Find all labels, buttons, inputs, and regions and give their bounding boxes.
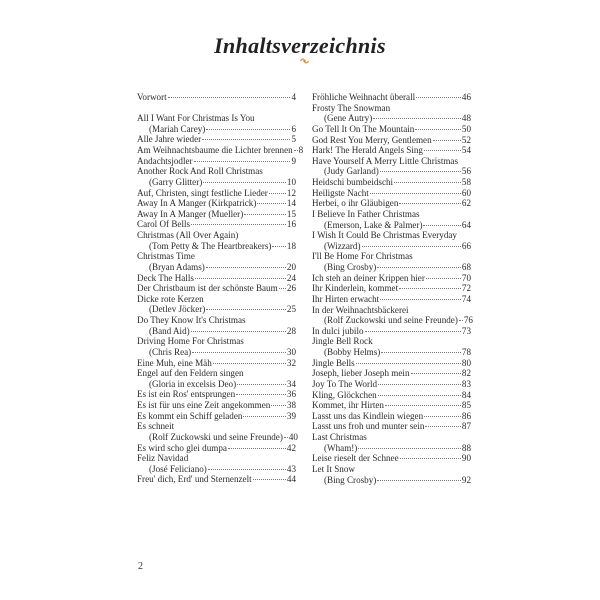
toc-entry-title: Es ist für uns eine Zeit angekommen (137, 400, 271, 411)
toc-entry-title: Leise rieselt der Schnee (312, 453, 399, 464)
toc-entry-page: 4 (291, 92, 296, 102)
toc-entry-title: (Mariah Carey) (149, 123, 206, 134)
toc-entry-page: 56 (461, 166, 471, 177)
dot-leader (373, 118, 461, 119)
toc-entry-title: (Emerson, Lake & Palmer) (324, 219, 423, 230)
toc-entry-page: 42 (286, 442, 296, 453)
toc-entry-page: 87 (461, 421, 471, 432)
dot-leader (426, 278, 461, 279)
toc-entry-title: Herbei, o ihr Gläubigen (312, 198, 399, 209)
toc-entry-artist (312, 220, 471, 231)
toc-entry-title: (Detlev Jöcker) (149, 304, 206, 315)
toc-entry-title: Christmas Time (137, 251, 195, 262)
toc-right-column (312, 92, 471, 485)
dot-leader (244, 214, 286, 215)
toc-entry-title: Lasst uns froh und munter sein (312, 421, 425, 432)
dot-leader (385, 405, 461, 406)
toc-entry-page: 18 (286, 240, 296, 251)
toc-entry-title: (Wham!) (324, 442, 358, 453)
toc-entry (137, 166, 296, 177)
toc-entry (137, 92, 296, 103)
toc-entry (137, 443, 296, 454)
toc-entry-title: (José Feliciano) (149, 463, 207, 474)
toc-entry (312, 453, 471, 464)
toc-entry-artist (312, 315, 471, 326)
toc-entry-page: 74 (461, 293, 471, 304)
dot-leader (415, 129, 461, 130)
toc-entry (312, 283, 471, 294)
toc-entry (312, 379, 471, 390)
toc-entry-title: Kling, Glöckchen (312, 389, 377, 400)
toc-entry-title: Engel auf den Feldern singen (137, 368, 244, 379)
toc-entry (137, 400, 296, 411)
toc-entry-title: I Wish It Could Be Christmas Everyday (312, 230, 457, 241)
toc-entry (137, 188, 296, 199)
dot-leader (358, 448, 461, 449)
toc-entry-title: Carol Of Bells (137, 219, 191, 230)
toc-entry-title: (Gene Autry) (324, 113, 373, 124)
toc-entry-page: 88 (461, 442, 471, 453)
toc-entry-title: (Band Aid) (149, 325, 190, 336)
toc-entry-title: Eine Muh, eine Mäh (137, 357, 212, 368)
toc-entry-page: 46 (461, 92, 471, 102)
toc-entry-title: I'll Be Home For Christmas (312, 251, 413, 262)
dot-leader (237, 384, 286, 385)
toc-entry (312, 251, 471, 262)
dot-leader (191, 331, 286, 332)
toc-entry-artist (137, 241, 296, 252)
toc-entry-title: Let It Snow (312, 463, 355, 474)
toc-entry-page: 60 (461, 187, 471, 198)
dot-leader (380, 299, 461, 300)
toc-entry-title: Hark! The Herald Angels Sing (312, 145, 423, 156)
toc-entry-title: Es schneit (137, 421, 175, 432)
toc-entry (137, 198, 296, 209)
toc-entry-page: 78 (461, 347, 471, 357)
dot-leader (411, 373, 461, 374)
toc-entry-page: 15 (286, 208, 296, 219)
toc-entry-page: 92 (461, 474, 471, 485)
toc-left-column (137, 92, 304, 485)
toc-entry-title: Feliz Navidad (137, 453, 189, 464)
toc-entry-artist (137, 177, 296, 188)
dot-leader (202, 139, 290, 140)
toc-entry (137, 453, 296, 464)
toc-entry-title: Fröhliche Weihnacht überall (312, 92, 416, 102)
toc-entry-artist (312, 166, 471, 177)
toc-entry-page: 8 (298, 145, 304, 156)
dot-leader (284, 437, 288, 438)
toc-entry (137, 368, 296, 379)
dot-leader (192, 352, 286, 353)
toc-entry-title: Frosty The Snowman (312, 102, 391, 113)
toc-entry-page: 68 (461, 262, 471, 272)
dot-leader (356, 363, 461, 364)
toc-entry-title: Dicke rote Kerzen (137, 293, 204, 304)
toc-entry (137, 273, 296, 284)
toc-entry-title: Deck The Halls (137, 272, 194, 283)
toc-entry-page: 28 (286, 325, 296, 336)
toc-entry (137, 421, 296, 432)
toc-entry-title: (Garry Glitter) (149, 176, 203, 187)
toc-entry-title: (Bing Crosby) (324, 474, 377, 485)
dot-leader (269, 193, 286, 194)
toc-entry-title: (Bobby Helms) (324, 347, 381, 357)
toc-entry-title: Away In A Manger (Kirkpatrick) (137, 198, 257, 209)
toc-entry-page: 50 (461, 123, 471, 134)
toc-entry-title: In der Weihnachtsbäckerei (312, 304, 409, 315)
toc-entry (312, 400, 471, 411)
dot-leader (208, 469, 286, 470)
dot-leader (271, 405, 286, 406)
toc-entry (312, 230, 471, 241)
toc-entry (312, 145, 471, 156)
toc-entry (312, 135, 471, 146)
toc-entry-title: Have Yourself A Merry Little Christmas (312, 155, 458, 166)
toc-entry-page: 25 (286, 304, 296, 315)
dot-leader (377, 480, 461, 481)
toc-entry (137, 336, 296, 347)
dot-leader (424, 150, 461, 151)
dot-leader (380, 171, 461, 172)
toc-entry-page: 34 (286, 378, 296, 389)
dot-leader (399, 203, 461, 204)
toc-entry-title: Joy To The World (312, 378, 378, 389)
toc-entry-page: 10 (286, 176, 296, 187)
dot-leader (370, 193, 461, 194)
toc-entry-artist (137, 464, 296, 475)
toc-entry-artist (137, 379, 296, 390)
toc-entry-title: Ihr Hirten erwacht (312, 293, 380, 304)
toc-entry (137, 283, 296, 294)
toc-entry-page: 5 (291, 134, 296, 145)
toc-entry (137, 209, 296, 220)
dot-leader (399, 288, 461, 289)
toc-entry-page: 32 (286, 357, 296, 368)
dot-leader (206, 129, 290, 130)
toc-entry-artist (312, 241, 471, 252)
toc-entry-artist (312, 443, 471, 454)
dot-leader (191, 224, 286, 225)
toc-entry-title: (Tom Petty & The Heartbreakers) (149, 240, 272, 251)
toc-entry-title: Es ist ein Ros' entsprungen (137, 389, 236, 400)
dot-leader (378, 384, 461, 385)
toc-entry (137, 145, 304, 156)
toc-entry-page: 6 (291, 123, 296, 134)
toc-entry-page: 30 (286, 346, 296, 357)
toc-entry (312, 411, 471, 422)
dot-leader (168, 97, 291, 98)
toc-entry-title: Christmas (All Over Again) (137, 230, 239, 241)
toc-entry (137, 358, 296, 369)
toc-entry-page: 83 (461, 378, 471, 389)
toc-entry-title: Ich steh an deiner Krippen hier (312, 272, 425, 283)
toc-entry-page: 54 (461, 145, 471, 156)
toc-entry-page: 80 (461, 357, 471, 368)
toc-entry-title: Vorwort (137, 92, 167, 102)
toc-entry-artist (137, 326, 296, 337)
toc-entry-title: (Rolf Zuckowski und seine Freunde) (324, 315, 458, 326)
toc-entry-page: 38 (286, 400, 296, 411)
toc-entry (137, 315, 296, 326)
dot-leader (194, 161, 291, 162)
toc-entry (137, 474, 296, 485)
dot-leader (433, 140, 461, 141)
toc-entry (137, 156, 296, 167)
toc-entry-artist (137, 124, 296, 135)
toc-entry-page: 36 (286, 389, 296, 400)
dot-leader (257, 203, 286, 204)
dot-leader (362, 246, 461, 247)
toc-entry-title: Der Christbaum ist der schönste Baum (137, 283, 278, 294)
toc-entry-page: 43 (286, 463, 296, 474)
toc-entry-artist (137, 304, 296, 315)
toc-entry (312, 188, 471, 199)
toc-entry (312, 432, 471, 443)
toc-entry-title: Alle Jahre wieder (137, 134, 202, 145)
toc-entry-title: Heidschi bumbeidschi (312, 177, 394, 187)
toc-entry-page: 66 (461, 240, 471, 251)
dot-leader (394, 182, 461, 183)
toc-entry-page: 82 (461, 368, 471, 379)
toc-entry-title: All I Want For Christmas Is You (137, 113, 255, 124)
toc-entry (312, 124, 471, 135)
toc-entry-artist (312, 475, 471, 486)
toc-entry-title: Kommet, ihr Hirten (312, 400, 384, 411)
dot-leader (236, 394, 286, 395)
dot-leader (294, 150, 298, 151)
dot-leader (459, 320, 463, 321)
toc-entry-title: I Believe In Father Christmas (312, 208, 420, 219)
toc-entry (137, 113, 296, 124)
dot-leader (243, 416, 286, 417)
toc-entry-page: 85 (461, 400, 471, 411)
toc-entry-title: (Bryan Adams) (149, 261, 205, 272)
toc-entry-page: 58 (461, 177, 471, 187)
toc-entry-page: 73 (461, 325, 471, 336)
dot-leader (206, 309, 286, 310)
toc-entry (312, 294, 471, 305)
toc-entry-title: (Judy Garland) (324, 166, 379, 177)
dot-leader (423, 225, 460, 226)
toc-entry-artist (312, 262, 471, 273)
toc-entry (137, 134, 296, 145)
toc-entry-title: Jingle Bells (312, 357, 355, 368)
toc-entry (137, 230, 296, 241)
toc-entry-title: Go Tell It On The Mountain (312, 123, 415, 134)
toc-entry (312, 92, 471, 103)
toc-entry-page: 20 (286, 261, 296, 272)
toc-entry-page: 62 (461, 198, 471, 209)
toc-entry-page: 52 (461, 134, 471, 145)
page-number: 2 (138, 561, 143, 572)
dot-leader (377, 267, 461, 268)
toc-entry-page: 70 (461, 272, 471, 283)
dot-leader (381, 352, 461, 353)
toc-entry-artist (137, 432, 296, 443)
toc-entry-title: (Bing Crosby) (324, 262, 377, 272)
toc-entry-page: 12 (286, 187, 296, 198)
toc-entry-artist (312, 347, 471, 358)
toc-entry-page: 24 (286, 272, 296, 283)
toc-entry-page: 76 (463, 315, 473, 326)
toc-entry (312, 464, 471, 475)
toc-entry-title: Do They Know It's Christmas (137, 315, 246, 326)
toc-entry-title: (Gloria in excelsis Deo) (149, 378, 237, 389)
toc-entry (312, 368, 471, 379)
toc-entry-title: (Chris Rea) (149, 346, 192, 357)
dot-leader (378, 395, 461, 396)
flourish-ornament-icon (300, 58, 309, 64)
toc-entry (312, 103, 471, 114)
toc-entry (137, 411, 296, 422)
toc-entry (312, 177, 471, 188)
toc-entry (137, 251, 296, 262)
toc-entry-page: 14 (286, 198, 296, 209)
toc-entry (312, 156, 471, 167)
toc-entry (137, 294, 296, 305)
dot-leader (424, 416, 461, 417)
toc-entry (312, 326, 471, 337)
toc-entry-page: 44 (286, 474, 296, 485)
toc-entry (312, 273, 471, 284)
toc-entry-page: 84 (461, 389, 471, 400)
dot-leader (400, 458, 461, 459)
dot-leader (213, 363, 286, 364)
toc-entry-page: 40 (288, 431, 298, 442)
toc-entry-page: 72 (461, 283, 471, 294)
toc-entry-title: Jingle Bell Rock (312, 336, 373, 347)
dot-leader (195, 278, 286, 279)
toc-entry-title: Freu' dich, Erd' und Sternenzelt (137, 474, 252, 485)
toc-entry-title: Es kommt ein Schiff geladen (137, 410, 243, 421)
toc-entry-page: 16 (286, 219, 296, 230)
toc-entry-title: God Rest You Merry, Gentlemen (312, 134, 432, 145)
toc-entry-page: 64 (461, 219, 471, 230)
toc-entry (312, 336, 471, 347)
toc-entry-title: Andachtsjodler (137, 155, 193, 166)
toc-entry-page: 39 (286, 410, 296, 421)
toc-entry-artist (137, 262, 296, 273)
toc-entry-title: Am Weihnachtsbaume die Lichter brennen (137, 145, 293, 156)
toc-entry-title: Another Rock And Roll Christmas (137, 166, 263, 177)
toc-entry (312, 305, 471, 316)
toc-entry-title: Ihr Kinderlein, kommet (312, 283, 399, 294)
toc-entry-artist (312, 113, 471, 124)
dot-leader (206, 267, 286, 268)
toc-entry-title: Last Christmas (312, 432, 367, 442)
toc-entry-page: 9 (291, 155, 296, 166)
dot-leader (203, 182, 286, 183)
toc-entry (312, 198, 471, 209)
toc-entry-title: Away In A Manger (Mueller) (137, 208, 244, 219)
toc-entry-title: Auf, Christen, singt festliche Lieder (137, 187, 268, 198)
toc-entry (312, 358, 471, 369)
dot-leader (416, 97, 461, 98)
toc-entry (312, 209, 471, 220)
dot-leader (279, 288, 286, 289)
toc-entry (312, 421, 471, 432)
dot-leader (425, 426, 461, 427)
toc-entry-title: Es wird scho glei dumpa (137, 442, 227, 453)
toc-entry (312, 390, 471, 401)
toc-entry-title: (Rolf Zuckowski und seine Freunde) (149, 431, 283, 442)
dot-leader (272, 246, 285, 247)
toc-entry-title: Driving Home For Christmas (137, 336, 244, 347)
toc-entry-page: 48 (461, 113, 471, 124)
toc-entry-title: (Wizzard) (324, 240, 361, 251)
page-title: Inhaltsverzeichnis (214, 33, 386, 58)
toc-entry (137, 219, 296, 230)
toc-entry-title: Heiligste Nacht (312, 187, 369, 198)
toc-entry-page: 86 (461, 410, 471, 421)
toc-entry-page: 26 (286, 283, 296, 294)
toc-entry-artist (137, 347, 296, 358)
toc-entry-title: Joseph, lieber Joseph mein (312, 368, 410, 379)
toc-entry-title: In dulci jubilo (312, 325, 364, 336)
toc-entry-title: Lasst uns das Kindlein wiegen (312, 410, 424, 421)
dot-leader (365, 331, 461, 332)
toc-spacer (137, 103, 296, 114)
dot-leader (253, 479, 286, 480)
toc-entry (137, 389, 296, 400)
toc-entry-page: 90 (461, 453, 471, 464)
dot-leader (228, 448, 286, 449)
